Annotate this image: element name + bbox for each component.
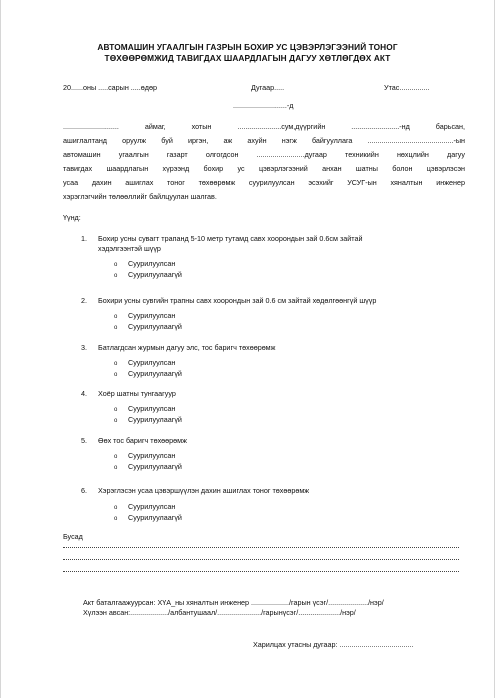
item-text: Батлагдсан журмын дагуу элс, тос баригч төхөөрөмж xyxy=(98,343,276,352)
item-number: 1. xyxy=(81,234,87,243)
title-line-1: АВТОМАШИН УГААЛГЫН ГАЗРЫН БОХИР УС ЦЭВЭРЛЭГЭЭНИЙ ТОНОГ xyxy=(97,42,398,52)
option-installed[interactable]: o Суурилуулсан xyxy=(114,357,176,367)
option-not-installed[interactable]: o Суурилуулаагүй xyxy=(114,461,182,471)
item-text: Өөх тос баригч төхөөрөмж xyxy=(98,436,187,445)
option-installed[interactable]: o Суурилуулсан xyxy=(114,403,176,413)
circle-bullet-icon: o xyxy=(114,360,118,367)
option-not-installed[interactable]: o Суурилуулаагүй xyxy=(114,414,182,424)
paragraph-line: хэрэглэгчийн төлөөллийг байлцуулан шалгав. xyxy=(63,192,217,202)
other-label: Бусад xyxy=(63,532,83,541)
phone-field: Утас............... xyxy=(384,83,430,92)
paragraph-line: автомашин угаалгын газарт олгогдсон ........................дугаар техникийн нөхцлийн дагуу xyxy=(63,150,465,160)
checklist-item-6 xyxy=(81,486,471,524)
item-text: хэдэлгээнтэй шүүр xyxy=(98,243,161,253)
circle-bullet-icon: o xyxy=(114,313,118,320)
item-text: Бохири усны сувгийн трапны савх хоорондын зай 0.6 см зайтай хөдөлгөөнгүй шүүр xyxy=(98,296,377,305)
section-label: Үүнд: xyxy=(63,213,81,222)
other-notes-line[interactable] xyxy=(63,571,459,572)
checklist-item-5 xyxy=(81,436,471,473)
circle-bullet-icon: o xyxy=(114,417,118,424)
option-installed[interactable]: o Суурилуулсан xyxy=(114,501,176,511)
paragraph-line: тавигдах шаардлагын хүрээнд бохир ус цэвэрлэгээний анхан шатны болон цэвэрлэсэн xyxy=(63,164,465,174)
other-notes-line[interactable] xyxy=(63,547,459,548)
option-installed[interactable]: o Суурилуулсан xyxy=(114,310,176,320)
signature-receiver: Хүлээн авсан:.................../албантушаал/....................../гарынүсэг/...................../нэр/ xyxy=(83,608,356,617)
circle-bullet-icon: o xyxy=(114,262,118,268)
option-not-installed[interactable]: o Суурилуулаагүй xyxy=(114,512,182,522)
checklist-item-2 xyxy=(81,296,471,333)
paragraph-line: усаа дахин ашиглах тоног төхөөрөмж суурилуулсан эсэхийг УСУГ-ын хяналтын инженер xyxy=(63,178,465,188)
item-number: 2. xyxy=(81,296,87,305)
checklist-item-1 xyxy=(81,234,471,281)
paragraph-line: ............................ аймаг, хотын ......................сум,дүүргийн ........................-нд барьсан, xyxy=(63,122,465,131)
signature-inspector: Акт баталгаажуурсан: ХҮА_ны хяналтын инженер .................../гарын үсэг/..................../нэр/ xyxy=(83,598,384,607)
option-installed[interactable]: o Суурилуулсан xyxy=(114,259,176,268)
circle-bullet-icon: o xyxy=(114,273,118,279)
inspection-paragraph xyxy=(63,120,465,205)
item-text: Хэрэглэсэн усаа цэвэршүүлэн дахин ашиглах тоног төхөөрөмж xyxy=(98,486,310,495)
checklist-item-3 xyxy=(81,343,471,380)
circle-bullet-icon: o xyxy=(114,324,118,331)
item-number: 3. xyxy=(81,343,87,352)
circle-bullet-icon: o xyxy=(114,371,118,378)
location-field: ...........................-д xyxy=(233,101,294,110)
item-number: 4. xyxy=(81,389,87,398)
option-not-installed[interactable]: o Суурилуулаагүй xyxy=(114,368,182,378)
paragraph-line: ашиглалтанд оруулж буй иргэн, аж ахуйн нэгж байгууллага ...........................................-ын xyxy=(63,136,465,146)
date-field: 20......оны .....сарын .....өдөр xyxy=(63,83,157,92)
document-title xyxy=(41,42,454,64)
checklist-item-4 xyxy=(81,389,471,426)
circle-bullet-icon: o xyxy=(114,504,118,511)
title-line-2: ТӨХӨӨРӨМЖИД ТАВИГДАХ ШААРДЛАГЫН ДАГУУ ХӨТЛӨГДӨХ АКТ xyxy=(104,53,391,63)
item-text: Хоёр шатны тунгаагуур xyxy=(98,389,176,398)
option-not-installed[interactable]: o Суурилуулаагүй xyxy=(114,321,182,331)
option-not-installed[interactable]: o Суурилуулаагүй xyxy=(114,270,182,279)
circle-bullet-icon: o xyxy=(114,406,118,413)
contract-number-field: Дугаар..... xyxy=(251,83,285,92)
contact-phone-field: Харилцах утасны дугаар: ..................................... xyxy=(253,640,414,649)
option-installed[interactable]: o Суурилуулсан xyxy=(114,450,176,460)
circle-bullet-icon: o xyxy=(114,453,118,460)
circle-bullet-icon: o xyxy=(114,464,118,471)
circle-bullet-icon: o xyxy=(114,515,118,522)
item-text: Бохир усны сувагт трапанд 5-10 метр тутамд савх хоорондын зай 0.6см зайтай xyxy=(98,234,363,243)
item-number: 5. xyxy=(81,436,87,445)
item-number: 6. xyxy=(81,486,87,495)
other-notes-line[interactable] xyxy=(63,559,459,560)
